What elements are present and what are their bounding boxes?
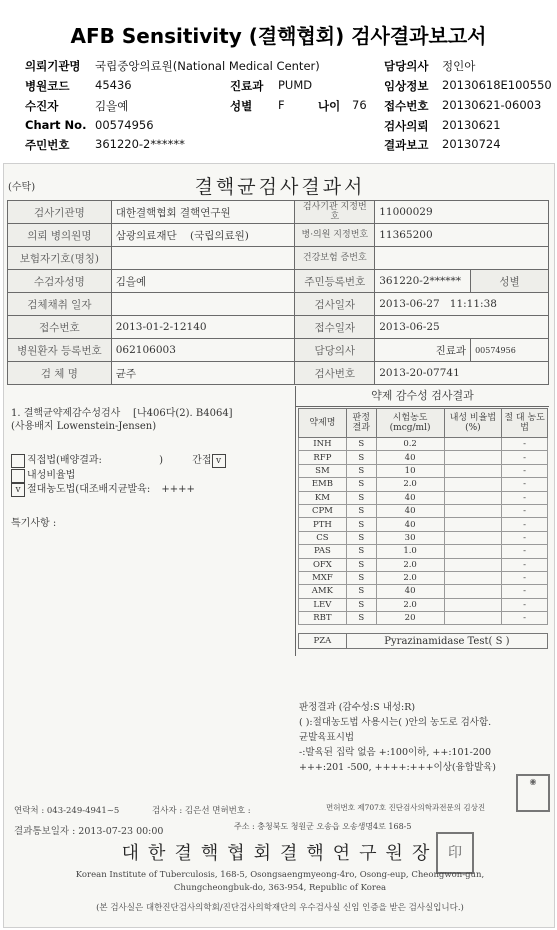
document-title: 결핵균검사결과서 bbox=[194, 176, 366, 198]
drug-row bbox=[299, 571, 548, 584]
label-institution: 의뢰기관명 bbox=[25, 59, 81, 73]
health-label: 건강보험 증번호 bbox=[295, 247, 375, 270]
drug-cell-conc: 2.0 bbox=[376, 478, 444, 491]
test-time-value: 11:11:38 bbox=[449, 298, 497, 310]
drug-cell-res: S bbox=[346, 451, 376, 464]
hosp-no-label: 병·의원 지정번호 bbox=[295, 224, 375, 247]
drug-cell-abs: - bbox=[502, 438, 548, 451]
drug-cell-drug: KM bbox=[299, 491, 347, 504]
value-institution: 국립중앙의료원(National Medical Center) bbox=[95, 59, 320, 73]
drug-cell-ratio bbox=[444, 612, 502, 625]
drug-cell-res: S bbox=[346, 518, 376, 531]
ins-value bbox=[111, 247, 295, 270]
name-value: 김을예 bbox=[111, 270, 295, 293]
ratio-label: 내성비율법 bbox=[27, 470, 76, 481]
corner-label: (수탁) bbox=[8, 182, 36, 193]
doctor-label: 담당의사 bbox=[295, 339, 375, 362]
drug-cell-res: S bbox=[346, 585, 376, 598]
col-drug: 약제명 bbox=[299, 409, 347, 438]
test-date-cell bbox=[375, 293, 549, 316]
judgement-line-2: ( ):절대농도법 사용시는( )안의 농도로 검사함. bbox=[299, 717, 492, 728]
value-doctor: 정인아 bbox=[442, 59, 476, 73]
drug-cell-abs: - bbox=[502, 491, 548, 504]
drug-cell-drug: RFP bbox=[299, 451, 347, 464]
drug-cell-ratio bbox=[444, 518, 502, 531]
drug-cell-drug: EMB bbox=[299, 478, 347, 491]
drug-cell-drug: SM bbox=[299, 464, 347, 477]
remarks-label: 특기사항 : bbox=[11, 518, 57, 529]
drug-cell-res: S bbox=[346, 531, 376, 544]
footer-org-en-1: Korean Institute of Tuberculosis, 168-5, Osongsaengmyeong-4ro, Osong-eup, Cheongwon-gun, bbox=[75, 870, 485, 880]
drug-cell-conc: 40 bbox=[376, 504, 444, 517]
desig-label: 검사기관 지정번호 bbox=[295, 201, 375, 224]
footer-license: 면허번호 제707호 진단검사의학과전문의 김상진 bbox=[326, 803, 486, 812]
drug-row bbox=[299, 451, 548, 464]
drug-cell-ratio bbox=[444, 558, 502, 571]
drug-cell-drug: OFX bbox=[299, 558, 347, 571]
value-report-date: 20130724 bbox=[442, 137, 501, 151]
drug-cell-drug: CS bbox=[299, 531, 347, 544]
value-patient: 김을예 bbox=[95, 99, 129, 113]
recv-no-label: 접수번호 bbox=[8, 316, 112, 339]
test-method-pane bbox=[7, 386, 295, 786]
drug-cell-conc: 40 bbox=[376, 585, 444, 598]
spacer-row bbox=[299, 625, 548, 634]
col-result: 판정 결과 bbox=[346, 409, 376, 438]
drug-cell-conc: 0.2 bbox=[376, 438, 444, 451]
hosp-label: 의뢰 병의원명 bbox=[8, 224, 112, 247]
hosp-value: 삼광의료재단 bbox=[115, 229, 177, 242]
drug-cell-abs: - bbox=[502, 558, 548, 571]
test-no-label: 검사번호 bbox=[295, 362, 375, 385]
drug-row bbox=[299, 491, 548, 504]
label-request-date: 검사의뢰 bbox=[384, 119, 429, 133]
drug-cell-ratio bbox=[444, 531, 502, 544]
reg-label: 병원환자 등록번호 bbox=[8, 339, 112, 362]
report-header bbox=[0, 0, 557, 160]
hosp-cell bbox=[111, 224, 295, 247]
drug-row bbox=[299, 464, 548, 477]
pza-value: Pyrazinamidase Test( S ) bbox=[346, 634, 547, 649]
drug-cell-abs: - bbox=[502, 545, 548, 558]
drug-cell-ratio bbox=[444, 491, 502, 504]
col-ratio: 내성 비율법(%) bbox=[444, 409, 502, 438]
footer-org-kr: 대한결핵협회결핵연구원장 bbox=[121, 843, 439, 864]
drug-cell-conc: 2.0 bbox=[376, 558, 444, 571]
value-sex: F bbox=[278, 98, 285, 112]
drug-cell-drug: AMK bbox=[299, 585, 347, 598]
inst-value: 대한결핵협회 결핵연구원 bbox=[111, 201, 295, 224]
drug-cell-abs: - bbox=[502, 464, 548, 477]
judgement-line-5: +++:201 -500, ++++:+++이상(융합발육) bbox=[299, 762, 497, 773]
drug-row bbox=[299, 478, 548, 491]
drug-cell-drug: MXF bbox=[299, 571, 347, 584]
collect-label: 검체채취 일자 bbox=[8, 293, 112, 316]
drug-row bbox=[299, 585, 548, 598]
pane-divider bbox=[295, 386, 296, 656]
footer-accreditation: (본 검사실은 대한진단검사의학회/진단검사의학재단의 우수검사실 신임 인증을 받은 검사실입니다.) bbox=[96, 903, 464, 913]
drug-cell-abs: - bbox=[502, 612, 548, 625]
drug-cell-ratio bbox=[444, 598, 502, 611]
indirect-label: 간접 bbox=[192, 455, 212, 466]
health-value bbox=[375, 247, 549, 270]
drug-cell-drug: PAS bbox=[299, 545, 347, 558]
drug-cell-ratio bbox=[444, 451, 502, 464]
judgement-line-1: 판정결과 (감수성:S 내성:R) bbox=[299, 702, 416, 713]
label-sex: 성별 bbox=[230, 99, 253, 113]
drug-row bbox=[299, 558, 548, 571]
rrn-value: 361220-2****** bbox=[375, 270, 471, 293]
label-rrn: 주민번호 bbox=[25, 138, 70, 152]
col-absolute: 절 대 농도법 bbox=[502, 409, 548, 438]
drug-cell-ratio bbox=[444, 504, 502, 517]
inst-label: 검사기관명 bbox=[8, 201, 112, 224]
drug-cell-abs: - bbox=[502, 585, 548, 598]
judgement-line-3: 균발육표시법 bbox=[299, 732, 355, 743]
drug-cell-ratio bbox=[444, 464, 502, 477]
footer-examiner: 검사자 : 김은선 면허번호 : bbox=[152, 806, 251, 816]
drug-cell-res: S bbox=[346, 478, 376, 491]
footer-org-en-2: Chungcheongbuk-do, 363-954, Republic of Korea bbox=[173, 883, 387, 893]
drug-cell-res: S bbox=[346, 438, 376, 451]
drug-cell-conc: 2.0 bbox=[376, 571, 444, 584]
drug-cell-drug: LEV bbox=[299, 598, 347, 611]
drug-cell-ratio bbox=[444, 438, 502, 451]
ins-label: 보험자기호(명칭) bbox=[8, 247, 112, 270]
value-age: 76 bbox=[352, 98, 367, 112]
value-request-date: 20130621 bbox=[442, 118, 501, 132]
drug-cell-conc: 30 bbox=[376, 531, 444, 544]
label-report-date: 결과보고 bbox=[384, 138, 429, 152]
medium-text: (사용배지 Lowenstein-Jensen) bbox=[11, 421, 157, 432]
label-clinical-info: 임상정보 bbox=[384, 79, 429, 93]
value-clinical-info: 20130618E100550 bbox=[442, 78, 552, 92]
footer-report-date: 결과통보일자 : 2013-07-23 00:00 bbox=[14, 826, 164, 837]
drug-cell-drug: CPM bbox=[299, 504, 347, 517]
item-title: 1. 결핵균약제감수성검사 bbox=[11, 408, 121, 419]
value-department: PUMD bbox=[278, 78, 313, 92]
judgement-legend bbox=[299, 700, 496, 775]
drug-cell-abs: - bbox=[502, 478, 548, 491]
recv-no-value: 2013-01-2-12140 bbox=[111, 316, 295, 339]
drug-cell-conc: 40 bbox=[376, 451, 444, 464]
label-hospital-code: 병원코드 bbox=[25, 79, 70, 93]
label-age: 나이 bbox=[318, 99, 341, 113]
spec-value: 균주 bbox=[111, 362, 295, 385]
indirect-checkbox[interactable]: v bbox=[212, 454, 226, 468]
footer-address: 주소 : 충청북도 청원군 오송읍 오송생명4로 168-5 bbox=[234, 822, 412, 831]
value-chart-no: 00574956 bbox=[95, 118, 154, 132]
scanned-result-document bbox=[3, 163, 555, 928]
dept-value: 00574956 bbox=[471, 339, 549, 362]
sex-label: 성별 bbox=[471, 270, 549, 293]
drug-cell-drug: PTH bbox=[299, 518, 347, 531]
hosp-no-value: 11365200 bbox=[375, 224, 549, 247]
col-conc: 시험농도 (mcg/ml) bbox=[376, 409, 444, 438]
judgement-line-4: -:발육된 집락 없음 +:100이하, ++:101-200 bbox=[299, 747, 491, 758]
drug-results-table bbox=[298, 408, 548, 649]
item-code: [나406다(2). B4064] bbox=[133, 408, 233, 419]
drug-cell-res: S bbox=[346, 598, 376, 611]
drug-cell-res: S bbox=[346, 612, 376, 625]
drug-cell-conc: 20 bbox=[376, 612, 444, 625]
desig-value: 11000029 bbox=[375, 201, 549, 224]
drug-cell-conc: 2.0 bbox=[376, 598, 444, 611]
test-date-label: 검사일자 bbox=[295, 293, 375, 316]
label-chart-no: Chart No. bbox=[25, 118, 87, 132]
footer-contact: 연락처 : 043-249-4941~5 bbox=[14, 806, 120, 816]
drug-cell-conc: 40 bbox=[376, 491, 444, 504]
drug-cell-res: S bbox=[346, 558, 376, 571]
collect-value bbox=[111, 293, 295, 316]
absolute-checkbox[interactable]: v bbox=[11, 483, 25, 497]
absolute-label: 절대농도법(대조배지균발육: bbox=[27, 484, 151, 495]
spec-label: 검 체 명 bbox=[8, 362, 112, 385]
drug-cell-abs: - bbox=[502, 531, 548, 544]
label-patient: 수진자 bbox=[25, 99, 59, 113]
drug-cell-res: S bbox=[346, 464, 376, 477]
pza-label: PZA bbox=[299, 634, 347, 649]
rrn-label: 주민등록번호 bbox=[295, 270, 375, 293]
drug-row bbox=[299, 438, 548, 451]
drug-cell-res: S bbox=[346, 491, 376, 504]
drug-cell-abs: - bbox=[502, 504, 548, 517]
results-title: 약제 감수성 검사결과 bbox=[296, 386, 549, 407]
value-hospital-code: 45436 bbox=[95, 78, 132, 92]
drug-cell-drug: INH bbox=[299, 438, 347, 451]
label-receipt-no: 접수번호 bbox=[384, 99, 429, 113]
drug-cell-ratio bbox=[444, 545, 502, 558]
recv-date-label: 접수일자 bbox=[295, 316, 375, 339]
drug-cell-res: S bbox=[346, 504, 376, 517]
drug-cell-res: S bbox=[346, 571, 376, 584]
label-doctor: 담당의사 bbox=[384, 59, 429, 73]
drug-cell-ratio bbox=[444, 478, 502, 491]
hosp-extra: (국립의료원) bbox=[189, 229, 249, 242]
label-department: 진료과 bbox=[230, 79, 264, 93]
value-receipt-no: 20130621-06003 bbox=[442, 98, 542, 112]
absolute-value: ++++ bbox=[161, 484, 195, 495]
drug-cell-abs: - bbox=[502, 451, 548, 464]
drug-row bbox=[299, 504, 548, 517]
drug-cell-conc: 10 bbox=[376, 464, 444, 477]
test-no-value: 2013-20-07741 bbox=[375, 362, 549, 385]
test-date-value: 2013-06-27 bbox=[379, 298, 440, 310]
reg-value: 062106003 bbox=[111, 339, 295, 362]
direct-close: ) bbox=[159, 455, 163, 466]
drug-cell-ratio bbox=[444, 585, 502, 598]
drug-cell-drug: RBT bbox=[299, 612, 347, 625]
drug-row bbox=[299, 545, 548, 558]
drug-cell-abs: - bbox=[502, 598, 548, 611]
drug-cell-abs: - bbox=[502, 518, 548, 531]
absolute-method-row bbox=[11, 480, 195, 497]
drug-row bbox=[299, 531, 548, 544]
drug-cell-res: S bbox=[346, 545, 376, 558]
report-title: AFB Sensitivity (결핵협회) 검사결과보고서 bbox=[70, 24, 487, 48]
dept-label: 진료과 bbox=[375, 339, 471, 362]
patient-info-table bbox=[7, 200, 549, 385]
drug-cell-abs: - bbox=[502, 571, 548, 584]
name-label: 수검자성명 bbox=[8, 270, 112, 293]
drug-cell-conc: 40 bbox=[376, 518, 444, 531]
direct-label: 직접법(배양결과: bbox=[27, 455, 102, 466]
lab-seal: ◉ bbox=[516, 774, 550, 812]
recv-date-value: 2013-06-25 bbox=[375, 316, 549, 339]
value-rrn: 361220-2****** bbox=[95, 137, 185, 151]
drug-row bbox=[299, 598, 548, 611]
drug-row bbox=[299, 612, 548, 625]
drug-cell-ratio bbox=[444, 571, 502, 584]
drug-row bbox=[299, 518, 548, 531]
drug-cell-conc: 1.0 bbox=[376, 545, 444, 558]
director-seal: 印 bbox=[436, 832, 474, 874]
